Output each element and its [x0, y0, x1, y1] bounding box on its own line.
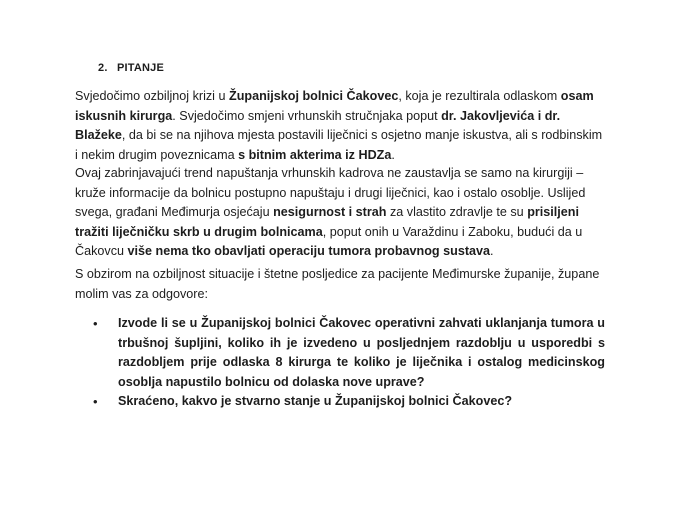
- text-run: . Svjedočimo smjeni vrhunskih stručnjaka poput: [172, 108, 442, 123]
- text-run: , koja je rezultirala odlaskom: [398, 89, 561, 103]
- emphasis-other-hospitals: prisiljeni tražiti liječničku skrb u drugim bolnicama: [75, 205, 579, 239]
- question-list: [93, 314, 605, 412]
- text-run: Svjedočimo ozbiljnoj krizi u: [75, 89, 229, 103]
- text-run: za vlastito zdravlje te su: [386, 205, 528, 219]
- paragraph-trend: [75, 164, 605, 262]
- bullet-icon: •: [93, 316, 98, 331]
- text-run: , da bi se na njihova mjesta postavili liječnici s osjetno manje iskustva, ali s rodbinskim i nekim drugim poveznicama: [75, 128, 603, 162]
- paragraph-crisis: [75, 87, 605, 165]
- emphasis-surgeons: osam iskusnih kirurga: [75, 89, 594, 123]
- text-run: .: [391, 147, 395, 162]
- text-run: Ovaj zabrinjavajući trend napuštanja vrhunskih kadrova ne zaustavlja se samo na kirurgiji – kruže informacije da bolnicu postupno napuštaju i drugi liječnici, kao i ostalo osoblje. Uslijed svega, građani Međimurja osjećaju: [75, 166, 586, 219]
- list-item: [93, 314, 605, 392]
- emphasis-party: s bitnim akterima iz HDZa: [238, 147, 392, 162]
- emphasis-no-surgery: više nema tko obavljati operaciju tumora probavnog sustava: [127, 244, 491, 258]
- emphasis-hospital-name: Županijskoj bolnici Čakovec: [229, 89, 399, 103]
- question-text: Skraćeno, kakvo je stvarno stanje u Županijskoj bolnici Čakovec?: [118, 394, 513, 408]
- list-item: [93, 392, 605, 412]
- bullet-icon: •: [93, 394, 98, 409]
- emphasis-doctor-names: dr. Jakovljevića i dr. Blažeke: [75, 108, 561, 142]
- text-run: .: [490, 244, 494, 258]
- heading-title: PITANJE: [117, 62, 165, 74]
- text-run: S obzirom na ozbiljnost situacije i štetne posljedice za pacijente Međimurske županije, župane molim vas za odgovore:: [75, 267, 600, 301]
- question-text: Izvode li se u Županijskoj bolnici Čakovec operativni zahvati uklanjanja tumora u trbušnoj šupljini, koliko ih je izvedeno u posljednjem razdoblju u usporedbi s razdobljem prije odlaska 8 kirurga te koliko je liječnika i ostalog medicinskog osoblja napustilo bolnicu od dolaska nove uprave?: [118, 316, 605, 389]
- emphasis-fear: nesigurnost i strah: [273, 205, 387, 219]
- paragraph-request: [75, 265, 605, 304]
- text-run: , poput onih u Varaždinu i Zaboku, budući da u Čakovcu: [75, 224, 583, 258]
- heading-number: 2.: [98, 62, 108, 74]
- section-heading: [98, 62, 164, 74]
